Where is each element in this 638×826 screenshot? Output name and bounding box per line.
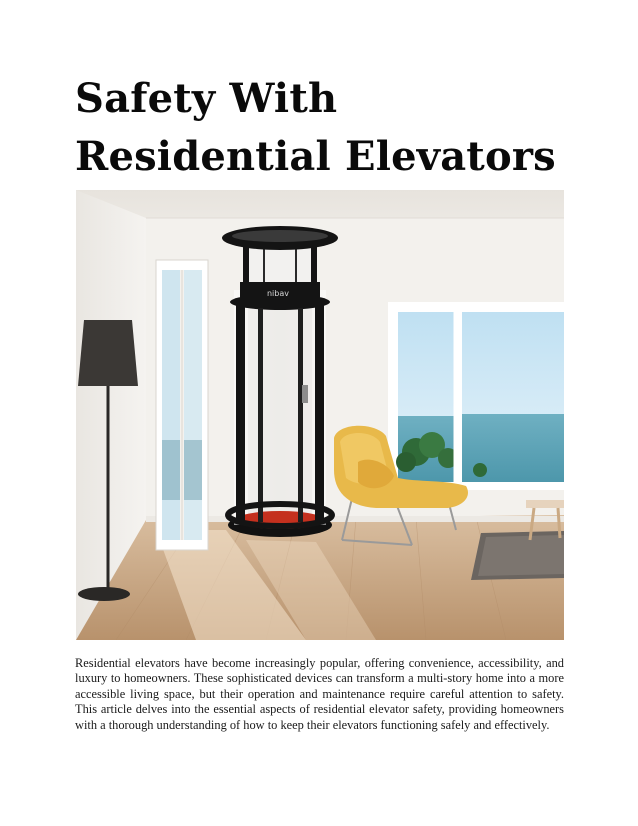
page-title: Safety With Residential Elevators bbox=[75, 75, 556, 180]
intro-paragraph: Residential elevators have become increasingly popular, offering convenience, accessibility, and luxury to homeowners. These sophisticated devices can transform a multi-story home into a more accessible living space, but their operation and maintenance require careful attention to safety. This article delves into the essential aspects of residential elevator safety, providing homeowners with a thorough understanding of how to keep their elevators functioning safely and effectively. bbox=[75, 656, 564, 732]
elevator-brand-logo: nibav bbox=[266, 289, 290, 298]
window bbox=[388, 302, 564, 490]
french-door bbox=[156, 260, 208, 550]
elevator-room-photo bbox=[76, 190, 564, 640]
